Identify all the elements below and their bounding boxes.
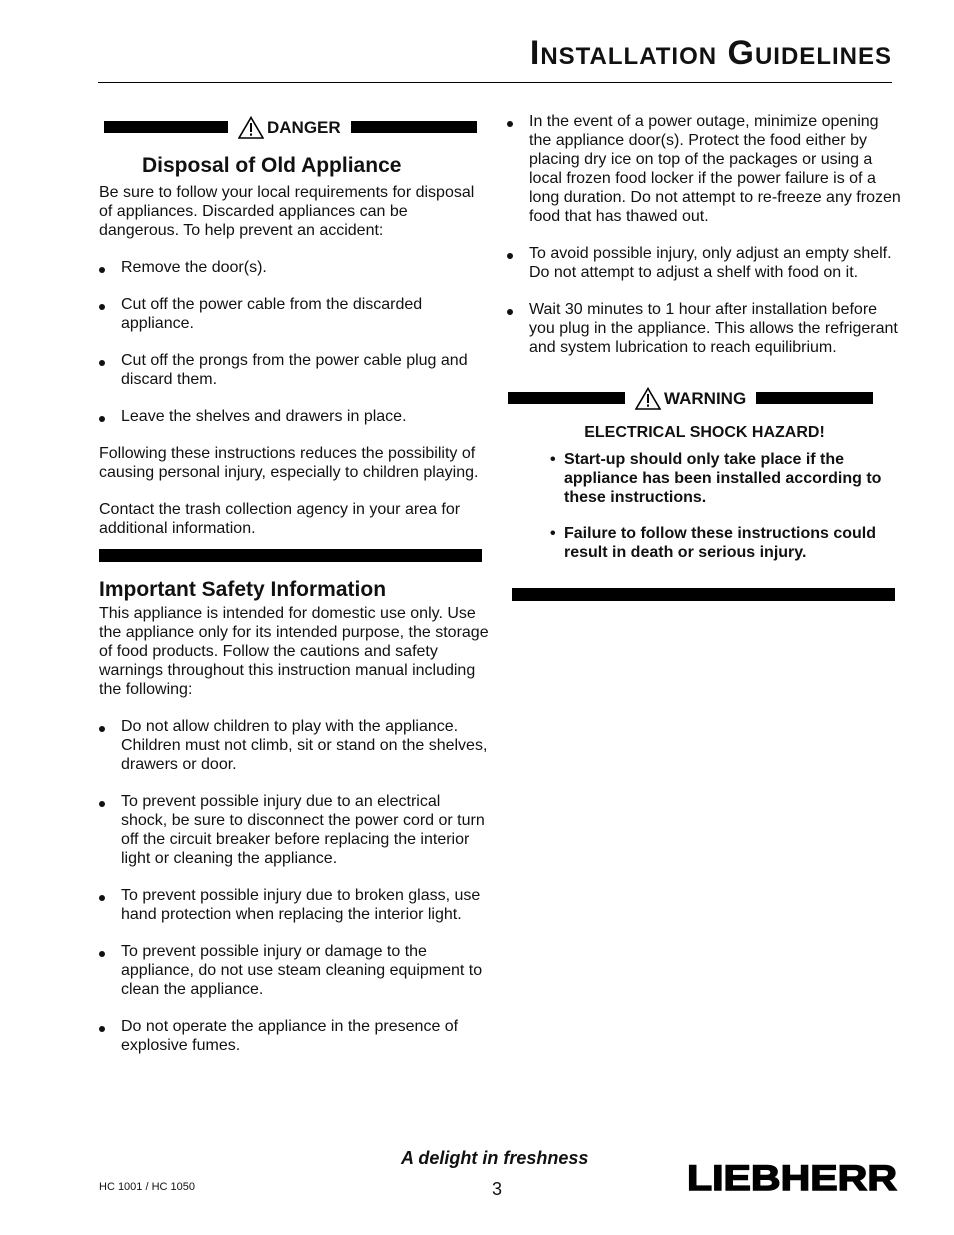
banner-bar-right xyxy=(756,392,873,404)
bullet-icon xyxy=(507,309,513,315)
safety-list xyxy=(99,717,489,1055)
page-number: 3 xyxy=(492,1179,503,1199)
section-divider-bar xyxy=(512,588,895,601)
danger-label: DANGER xyxy=(267,117,341,137)
warning-banner xyxy=(507,385,902,411)
list-item: To avoid possible injury, only adjust an empty shelf. Do not attempt to adjust a shelf with food on it. xyxy=(507,244,902,282)
banner-bar-left xyxy=(104,121,228,133)
bullet-icon xyxy=(99,726,105,732)
bullet-icon xyxy=(99,1026,105,1032)
disposal-list xyxy=(99,258,489,426)
right-column xyxy=(507,112,902,601)
right-list xyxy=(507,112,902,357)
bullet-icon xyxy=(507,121,513,127)
bullet-icon xyxy=(99,416,105,422)
list-item: In the event of a power outage, minimize opening the appliance door(s). Protect the food either by placing dry ice on top of the packages or using a local frozen food locker if the power failure is of a long duration. Do not attempt to re-freeze any frozen food that has thawed out. xyxy=(507,112,902,226)
bullet-icon xyxy=(99,304,105,310)
warning-label: WARNING xyxy=(664,388,747,408)
list-item: To prevent possible injury due to broken glass, use hand protection when replacing the interior light. xyxy=(99,886,489,924)
danger-banner xyxy=(99,114,489,140)
list-item: Remove the door(s). xyxy=(99,258,489,277)
tagline: A delight in freshness xyxy=(401,1148,589,1168)
list-item: Do not allow children to play with the appliance. Children must not climb, sit or stand on the shelves, drawers or door. xyxy=(99,717,489,774)
bullet-icon: • xyxy=(550,525,556,542)
title-rule xyxy=(98,82,892,83)
list-item: To prevent possible injury or damage to the appliance, do not use steam cleaning equipment to clean the appliance. xyxy=(99,942,489,999)
bullet-icon xyxy=(99,267,105,273)
bullet-icon xyxy=(99,895,105,901)
bullet-icon: • xyxy=(550,451,556,468)
disposal-intro: Be sure to follow your local requirements for disposal of appliances. Discarded appliances can be dangerous. To help prevent an accident: xyxy=(99,184,475,239)
list-item: Leave the shelves and drawers in place. xyxy=(99,407,489,426)
list-item: Wait 30 minutes to 1 hour after installation before you plug in the appliance. This allows the refrigerant and system lubrication to reach equilibrium. xyxy=(507,300,902,357)
banner-bar-right xyxy=(351,121,477,133)
safety-heading: Important Safety Information xyxy=(99,578,387,601)
bullet-icon xyxy=(507,253,513,259)
bullet-icon xyxy=(99,801,105,807)
warning-triangle-icon xyxy=(238,116,264,139)
hazard-heading: ELECTRICAL SHOCK HAZARD! xyxy=(584,424,825,441)
list-item: • Start-up should only take place if the appliance has been installed according to these instructions. xyxy=(550,451,882,506)
page-title: Installation Guidelines xyxy=(529,34,892,72)
warning-list xyxy=(507,450,902,562)
disposal-paragraph: Following these instructions reduces the possibility of causing personal injury, especially to children playing. xyxy=(99,445,479,481)
list-item: Cut off the prongs from the power cable plug and discard them. xyxy=(99,351,489,389)
list-item: Do not operate the appliance in the presence of explosive fumes. xyxy=(99,1017,489,1055)
list-item: Cut off the power cable from the discarded appliance. xyxy=(99,295,489,333)
disposal-paragraph: Contact the trash collection agency in your area for additional information. xyxy=(99,501,461,537)
model-number: HC 1001 / HC 1050 xyxy=(99,1181,195,1193)
list-item: • Failure to follow these instructions could result in death or serious injury. xyxy=(550,525,877,561)
disposal-heading: Disposal of Old Appliance xyxy=(142,154,402,177)
left-column xyxy=(99,114,489,1055)
banner-bar-left xyxy=(508,392,625,404)
bullet-icon xyxy=(99,951,105,957)
bullet-icon xyxy=(99,360,105,366)
section-divider-bar xyxy=(99,549,482,562)
liebherr-logo xyxy=(686,1160,898,1194)
svg-text:LIEBHERR: LIEBHERR xyxy=(687,1160,897,1194)
safety-intro: This appliance is intended for domestic use only. Use the appliance only for its intended purpose, the storage of food products. Follow the cautions and safety warnings throughout this instruction manual including the following: xyxy=(99,605,489,698)
list-item: To prevent possible injury due to an electrical shock, be sure to disconnect the power cord or turn off the circuit breaker before replacing the interior light or cleaning the appliance. xyxy=(99,792,489,868)
warning-triangle-icon xyxy=(635,387,661,410)
